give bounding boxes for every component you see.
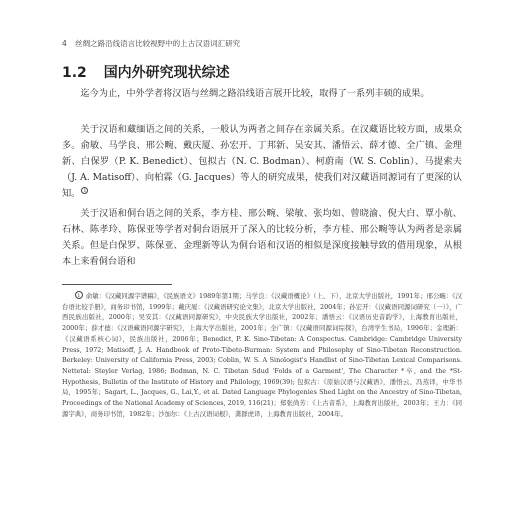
running-title: 丝绸之路沿线语言比较视野中的上古汉语词汇研究 (75, 39, 241, 48)
section-title: 国内外研究现状综述 (103, 65, 230, 81)
running-header (62, 38, 462, 49)
footnote-divider (62, 284, 172, 285)
paragraph-kam-tai (62, 206, 462, 270)
page-number: 4 (62, 39, 67, 48)
paragraph-intro (62, 86, 462, 102)
footnote-text: 俞敏：《汉藏同源字谱稿》，《民族语文》1989年第1期；马学良：《汉藏语概论》（上、下），北京大学出版社，1991年；邢公畹：《汉台语比较手册》，商务印书馆，1999年；戴庆厦：《汉藏语研究论文集》，北京大学出版社，2004年；孙宏开：《汉藏语同源词研究（一）》，广西民族出版社，2000年；吴安其：《汉藏语同源研究》，中央民族大学出版社，2002年；潘悟云：《汉语历史音韵学》，上海教育出版社，2000年；薛才德：《汉语藏语同源字研究》，上海大学出版社，2001年；全广镇：《汉藏语同源词综探》，台湾学生书局，1996年；金理新：《汉藏语系核心词》，民族出版社，2006年；Benedict, P. K. Sino-Tibetan: A Conspectus. Cambridge: Cambridge University Press, 1972; Matisoff, J. A. Handbook of Proto-Tibeto-Burman: System and Philosophy of Sino-Tibetan Reconstruction. Berkeley: University of California Press, 2003; Coblin, W. S. A Sinologist's Handlist of Sino-Tibetan Lexical Comparisons. Nettetal: Steyler Verlag, 1986; Bodman, N. C. Tibetan Sdud 'Folds of a Garment', The Character *卒, and the *St-Hypothesis, Bulletin of the Institute of History and Philology, 1969(39); 包拟古：《原始汉语与汉藏语》，潘悟云、冯蒸译，中华书局，1995年；Sagart, L., Jacques, G., Lai,Y., et al. Dated Language Phylogenies Shed Light on the Ancestry of Sino-Tibetan, Proceedings of the National Academy of Sciences, 2019, 116(21)；郑张尚芳：《上古音系》，上海教育出版社，2003年；王力：《同源字典》，商务印书馆，1982年；沙加尔：《上古汉语词根》，龚群虎译，上海教育出版社，2004年。 (62, 292, 462, 418)
section-number: 1.2 (62, 65, 87, 81)
footnote (62, 291, 462, 419)
paragraph-sino-tibetan (62, 122, 462, 202)
paragraph-text: 关于汉语和藏缅语之间的关系，一般认为两者之间存在亲属关系。在汉藏语比较方面，成果众多。俞敏、马学良、邢公畹、戴庆厦、孙宏开、丁邦新、吴安其、潘悟云、薛才德、全广镇、金理新、白保罗（P. K. Benedict）、包拟古（N. C. Bodman）、柯蔚南（W. S. Coblin）、马提索夫（J. A. Matisoff）、向柏霖（G. Jacques）等人的研究成果，使我们对汉藏语同源词有了更深的认知。 (62, 124, 462, 199)
footnote-marker: 1 (75, 291, 83, 299)
paragraph-text: 迄今为止，中外学者将汉语与丝绸之路沿线语言展开比较，取得了一系列丰硕的成果。 (80, 88, 430, 99)
footnote-reference[interactable]: 1 (81, 187, 88, 194)
paragraph-text: 关于汉语和侗台语之间的关系，李方桂、邢公畹、梁敏、张均如、曾晓渝、倪大白、覃小航、石林、陈孝玲、陈保亚等学者对侗台语展开了深入的比较分析，李方桂、邢公畹等认为两者是亲属关系。但是白保罗、陈保亚、金理新等认为侗台语和汉语的相似是深度接触导致的借用现象，从根本上来看侗台语和 (62, 208, 462, 267)
book-page (62, 0, 462, 520)
section-heading (62, 62, 462, 82)
